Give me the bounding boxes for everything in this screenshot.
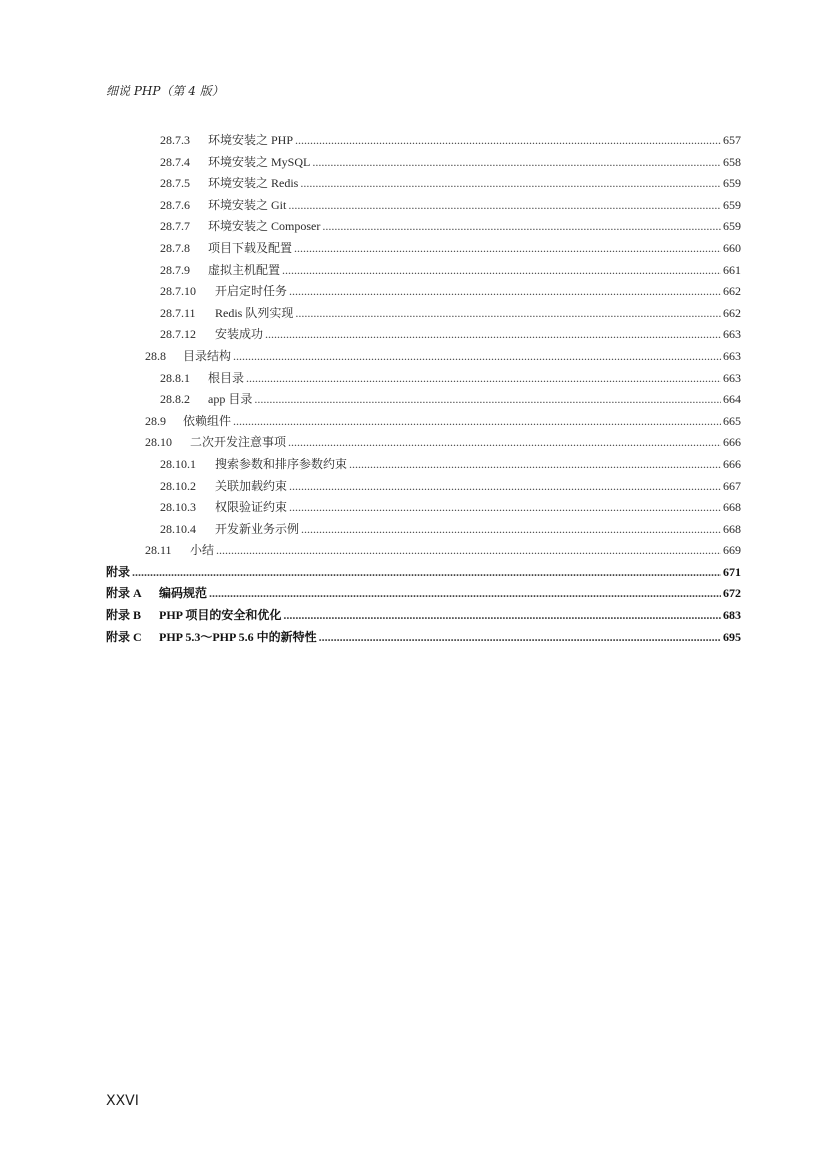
dot-leader [319, 630, 721, 645]
toc-entry-number: 附录 A [106, 586, 142, 601]
toc-entry-number: 28.8 [145, 348, 166, 363]
toc-entry-page: 659 [723, 219, 741, 234]
toc-entry[interactable] [106, 541, 741, 563]
dot-leader [322, 219, 721, 234]
toc-entry-number: 28.7.5 [160, 176, 190, 191]
toc-entry-title: 权限验证约束 [215, 500, 288, 515]
toc-entry-number: 28.10.2 [160, 478, 196, 493]
toc-entry-page: 658 [723, 154, 741, 169]
dot-leader [289, 500, 721, 515]
toc-entry-page: 664 [723, 392, 741, 407]
toc-entry[interactable] [106, 477, 741, 499]
dot-leader [294, 241, 721, 256]
toc-entry-page: 669 [723, 543, 741, 558]
toc-entry-number: 28.10.4 [160, 521, 196, 536]
toc-entry-number: 28.7.12 [160, 327, 196, 342]
toc-entry-title: 虚拟主机配置 [208, 262, 281, 277]
toc-entry-title: 环境安装之 PHP [208, 133, 294, 147]
dot-leader [209, 586, 721, 601]
toc-entry-page: 657 [723, 133, 741, 147]
toc-entry-page: 662 [723, 284, 741, 299]
toc-entry-number: 28.8.2 [160, 392, 190, 407]
toc-entry[interactable] [106, 261, 741, 283]
toc-entry-page: 666 [723, 435, 741, 450]
toc-entry[interactable] [106, 131, 741, 153]
toc-entry-number: 附录 C [106, 629, 142, 644]
toc-entry-page: 667 [723, 478, 741, 493]
page-number: XXVI [106, 1093, 139, 1109]
toc-entry-title: 开发新业务示例 [215, 521, 300, 536]
toc-entry-page: 668 [723, 521, 741, 536]
toc-entry[interactable] [106, 412, 741, 434]
toc-entry[interactable] [106, 390, 741, 412]
dot-leader [295, 133, 721, 148]
toc-entry-number: 28.10.1 [160, 456, 196, 471]
toc-entry-number: 28.8.1 [160, 370, 190, 385]
dot-leader [301, 522, 721, 537]
toc-entry-page: 668 [723, 500, 741, 515]
toc-entry-page: 661 [723, 262, 741, 277]
toc-entry[interactable] [106, 304, 741, 326]
dot-leader [295, 306, 721, 321]
dot-leader [132, 565, 721, 580]
toc-entry-number: 28.7.7 [160, 219, 190, 234]
toc-entry-page: 695 [723, 629, 741, 644]
toc-entry-title: PHP 项目的安全和优化 [159, 608, 282, 623]
dot-leader [265, 327, 721, 342]
toc-entry[interactable] [106, 498, 741, 520]
toc-entry-title: PHP 5.3～PHP 5.6 中的新特性 [159, 629, 317, 644]
dot-leader [233, 349, 721, 364]
toc-entry-page: 672 [723, 586, 741, 601]
toc-entry-title: 附录 [106, 564, 131, 579]
toc-entry-number: 28.10.3 [160, 500, 196, 515]
toc-entry[interactable] [106, 520, 741, 542]
toc-entry[interactable] [106, 239, 741, 261]
toc-entry-number: 28.7.4 [160, 154, 190, 169]
toc-entry[interactable] [106, 217, 741, 239]
dot-leader [282, 263, 721, 278]
toc-entry-appendix[interactable] [106, 606, 741, 628]
dot-leader [300, 176, 721, 191]
toc-entry-title: 环境安装之 MySQL [208, 154, 311, 169]
dot-leader [283, 608, 721, 623]
toc-entry-page: 671 [723, 564, 741, 579]
toc-entry-number: 28.7.10 [160, 284, 196, 299]
toc-entry-title: app 目录 [208, 392, 253, 407]
toc-entry-number: 28.7.3 [160, 133, 190, 147]
toc-entry-page: 659 [723, 197, 741, 212]
toc-entry-title: 二次开发注意事项 [190, 435, 287, 450]
toc-entry[interactable] [106, 282, 741, 304]
toc-entry-page: 660 [723, 240, 741, 255]
toc-entry[interactable] [106, 455, 741, 477]
toc-entry-title: 安装成功 [215, 327, 264, 342]
dot-leader [312, 155, 721, 170]
toc-entry[interactable] [106, 174, 741, 196]
toc-entry-title: 关联加载约束 [215, 478, 288, 493]
dot-leader [288, 435, 721, 450]
dot-leader [216, 543, 721, 558]
toc-entry-appendix[interactable] [106, 563, 741, 585]
toc-entry-title: 开启定时任务 [215, 284, 288, 299]
toc-entry-page: 683 [723, 608, 741, 623]
toc-entry[interactable] [106, 325, 741, 347]
dot-leader [289, 284, 721, 299]
toc-entry-number: 28.7.11 [160, 305, 196, 320]
dot-leader [289, 479, 721, 494]
dot-leader [254, 392, 721, 407]
toc-entry-page: 659 [723, 176, 741, 191]
toc-entry[interactable] [106, 433, 741, 455]
toc-entry-number: 附录 B [106, 608, 142, 623]
toc-entry-page: 662 [723, 305, 741, 320]
dot-leader [288, 198, 721, 213]
toc-entry-number: 28.7.8 [160, 240, 190, 255]
dot-leader [246, 371, 721, 386]
toc-entry-title: 环境安装之 Git [208, 197, 287, 212]
dot-leader [233, 414, 721, 429]
toc-entry[interactable] [106, 369, 741, 391]
toc-entry-number: 28.11 [145, 543, 172, 558]
toc-entry-number: 28.10 [145, 435, 172, 450]
toc-entry-title: 目录结构 [183, 348, 232, 363]
toc-entry-number: 28.7.6 [160, 197, 190, 212]
toc-entry-title: 项目下载及配置 [208, 240, 293, 255]
toc-entry-title: 环境安装之 Composer [208, 219, 321, 234]
toc-entry-page: 665 [723, 413, 741, 428]
toc-entry-page: 663 [723, 348, 741, 363]
toc-entry-page: 663 [723, 370, 741, 385]
toc-entry[interactable] [106, 347, 741, 369]
toc-entry-appendix[interactable] [106, 584, 741, 606]
table-of-contents [106, 131, 741, 649]
toc-entry-title: Redis 队列实现 [215, 305, 294, 320]
toc-entry-number: 28.7.9 [160, 262, 190, 277]
toc-entry-page: 666 [723, 456, 741, 471]
dot-leader [349, 457, 721, 472]
toc-entry-title: 搜索参数和排序参数约束 [215, 456, 348, 471]
toc-entry-page: 663 [723, 327, 741, 342]
toc-entry-title: 小结 [190, 543, 215, 558]
toc-entry-title: 根目录 [208, 370, 245, 385]
toc-entry-number: 28.9 [145, 413, 166, 428]
toc-entry-title: 依赖组件 [183, 413, 232, 428]
toc-entry-appendix[interactable] [106, 628, 741, 650]
toc-entry-title: 环境安装之 Redis [208, 176, 299, 191]
toc-entry[interactable] [106, 196, 741, 218]
toc-entry-title: 编码规范 [159, 586, 208, 601]
running-header: 细说 PHP（第 4 版） [106, 84, 224, 98]
toc-entry[interactable] [106, 153, 741, 175]
